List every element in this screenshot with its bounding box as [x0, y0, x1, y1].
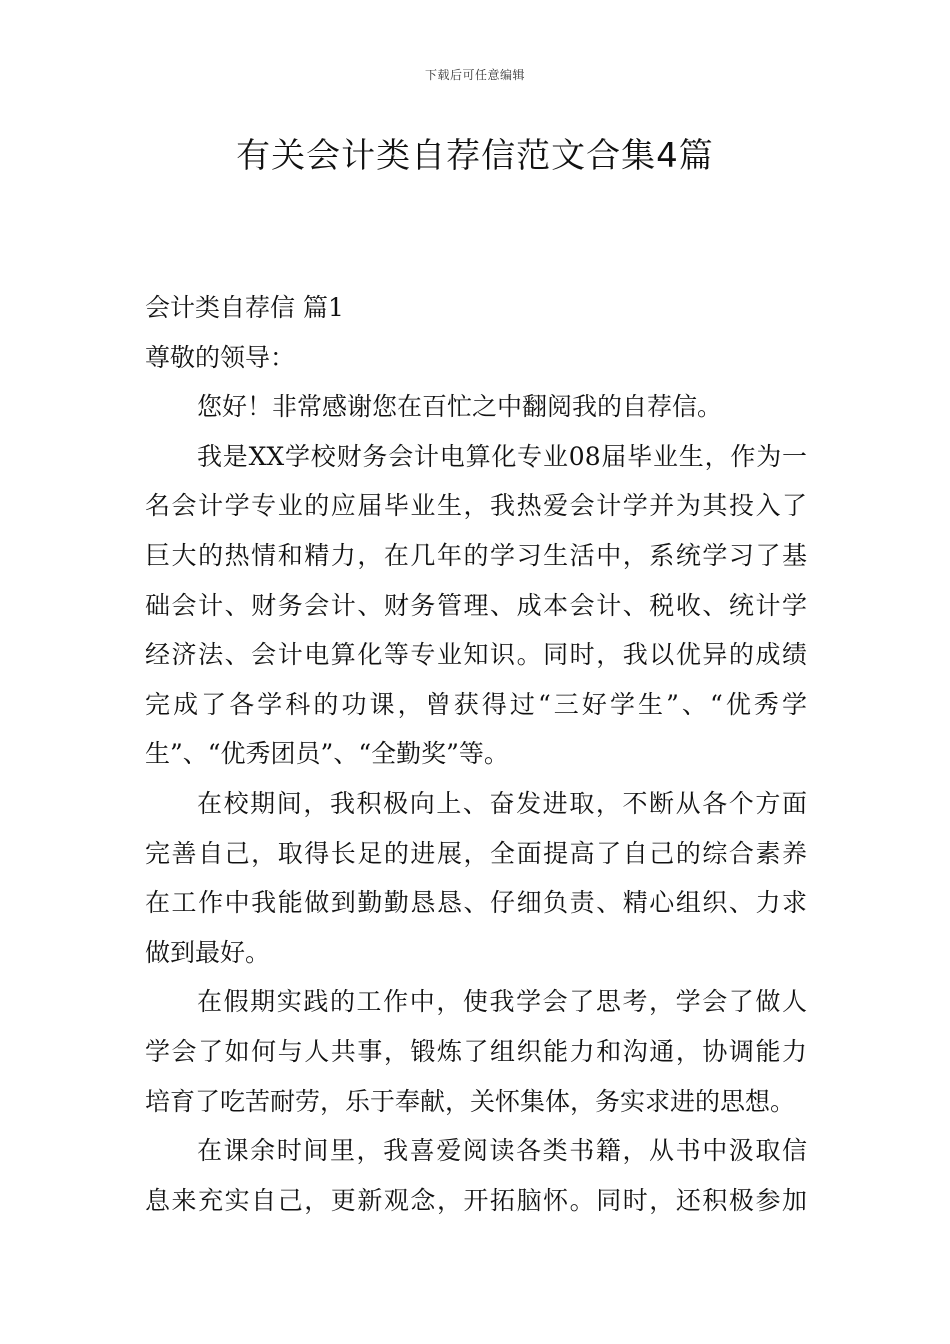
- section-heading: 会计类自荐信 篇1: [145, 293, 344, 322]
- paragraph-line: 培育了吃苦耐劳，乐于奉献，关怀集体，务实求进的思想。: [145, 1086, 796, 1116]
- paragraph-line: 名会计学专业的应届毕业生，我热爱会计学并为其投入了: [145, 491, 807, 521]
- header-note: 下载后可任意编辑: [424, 68, 525, 82]
- paragraph-line: 学会了如何与人共事，锻炼了组织能力和沟通，协调能力: [145, 1036, 807, 1066]
- paragraph-line: 我是XX学校财务会计电算化专业08届毕业生，作为一: [197, 441, 807, 471]
- document-body: [145, 283, 807, 1225]
- document-title: 有关会计类自荐信范文合集4篇: [236, 136, 714, 176]
- paragraph-line: 巨大的热情和精力，在几年的学习生活中，系统学习了基: [145, 540, 807, 570]
- paragraph-line: 在校期间，我积极向上、奋发进取，不断从各个方面: [197, 788, 807, 818]
- paragraph-line: 在工作中我能做到勤勤恳恳、仔细负责、精心组织、力求: [145, 888, 807, 918]
- paragraph-line: 经济法、会计电算化等专业知识。同时，我以优异的成绩: [145, 640, 807, 670]
- paragraph-line: 您好！非常感谢您在百忙之中翻阅我的自荐信。: [197, 392, 723, 422]
- paragraph-line: 在课余时间里，我喜爱阅读各类书籍，从书中汲取信: [197, 1136, 807, 1166]
- paragraph-line: 完善自己，取得长足的进展，全面提高了自己的综合素养: [145, 838, 807, 868]
- paragraph-line: 息来充实自己，更新观念，开拓脑怀。同时，还积极参加: [145, 1185, 807, 1215]
- paragraph-line: 在假期实践的工作中，使我学会了思考，学会了做人: [197, 987, 807, 1017]
- paragraph-line: 完成了各学科的功课，曾获得过“三好学生”、“优秀学: [145, 689, 807, 719]
- paragraph-line: 生”、“优秀团员”、“全勤奖”等。: [145, 739, 509, 769]
- paragraph-line: 做到最好。: [145, 937, 271, 967]
- salutation: 尊敬的领导：: [145, 342, 296, 372]
- paragraph-line: 础会计、财务会计、财务管理、成本会计、税收、统计学: [145, 590, 807, 620]
